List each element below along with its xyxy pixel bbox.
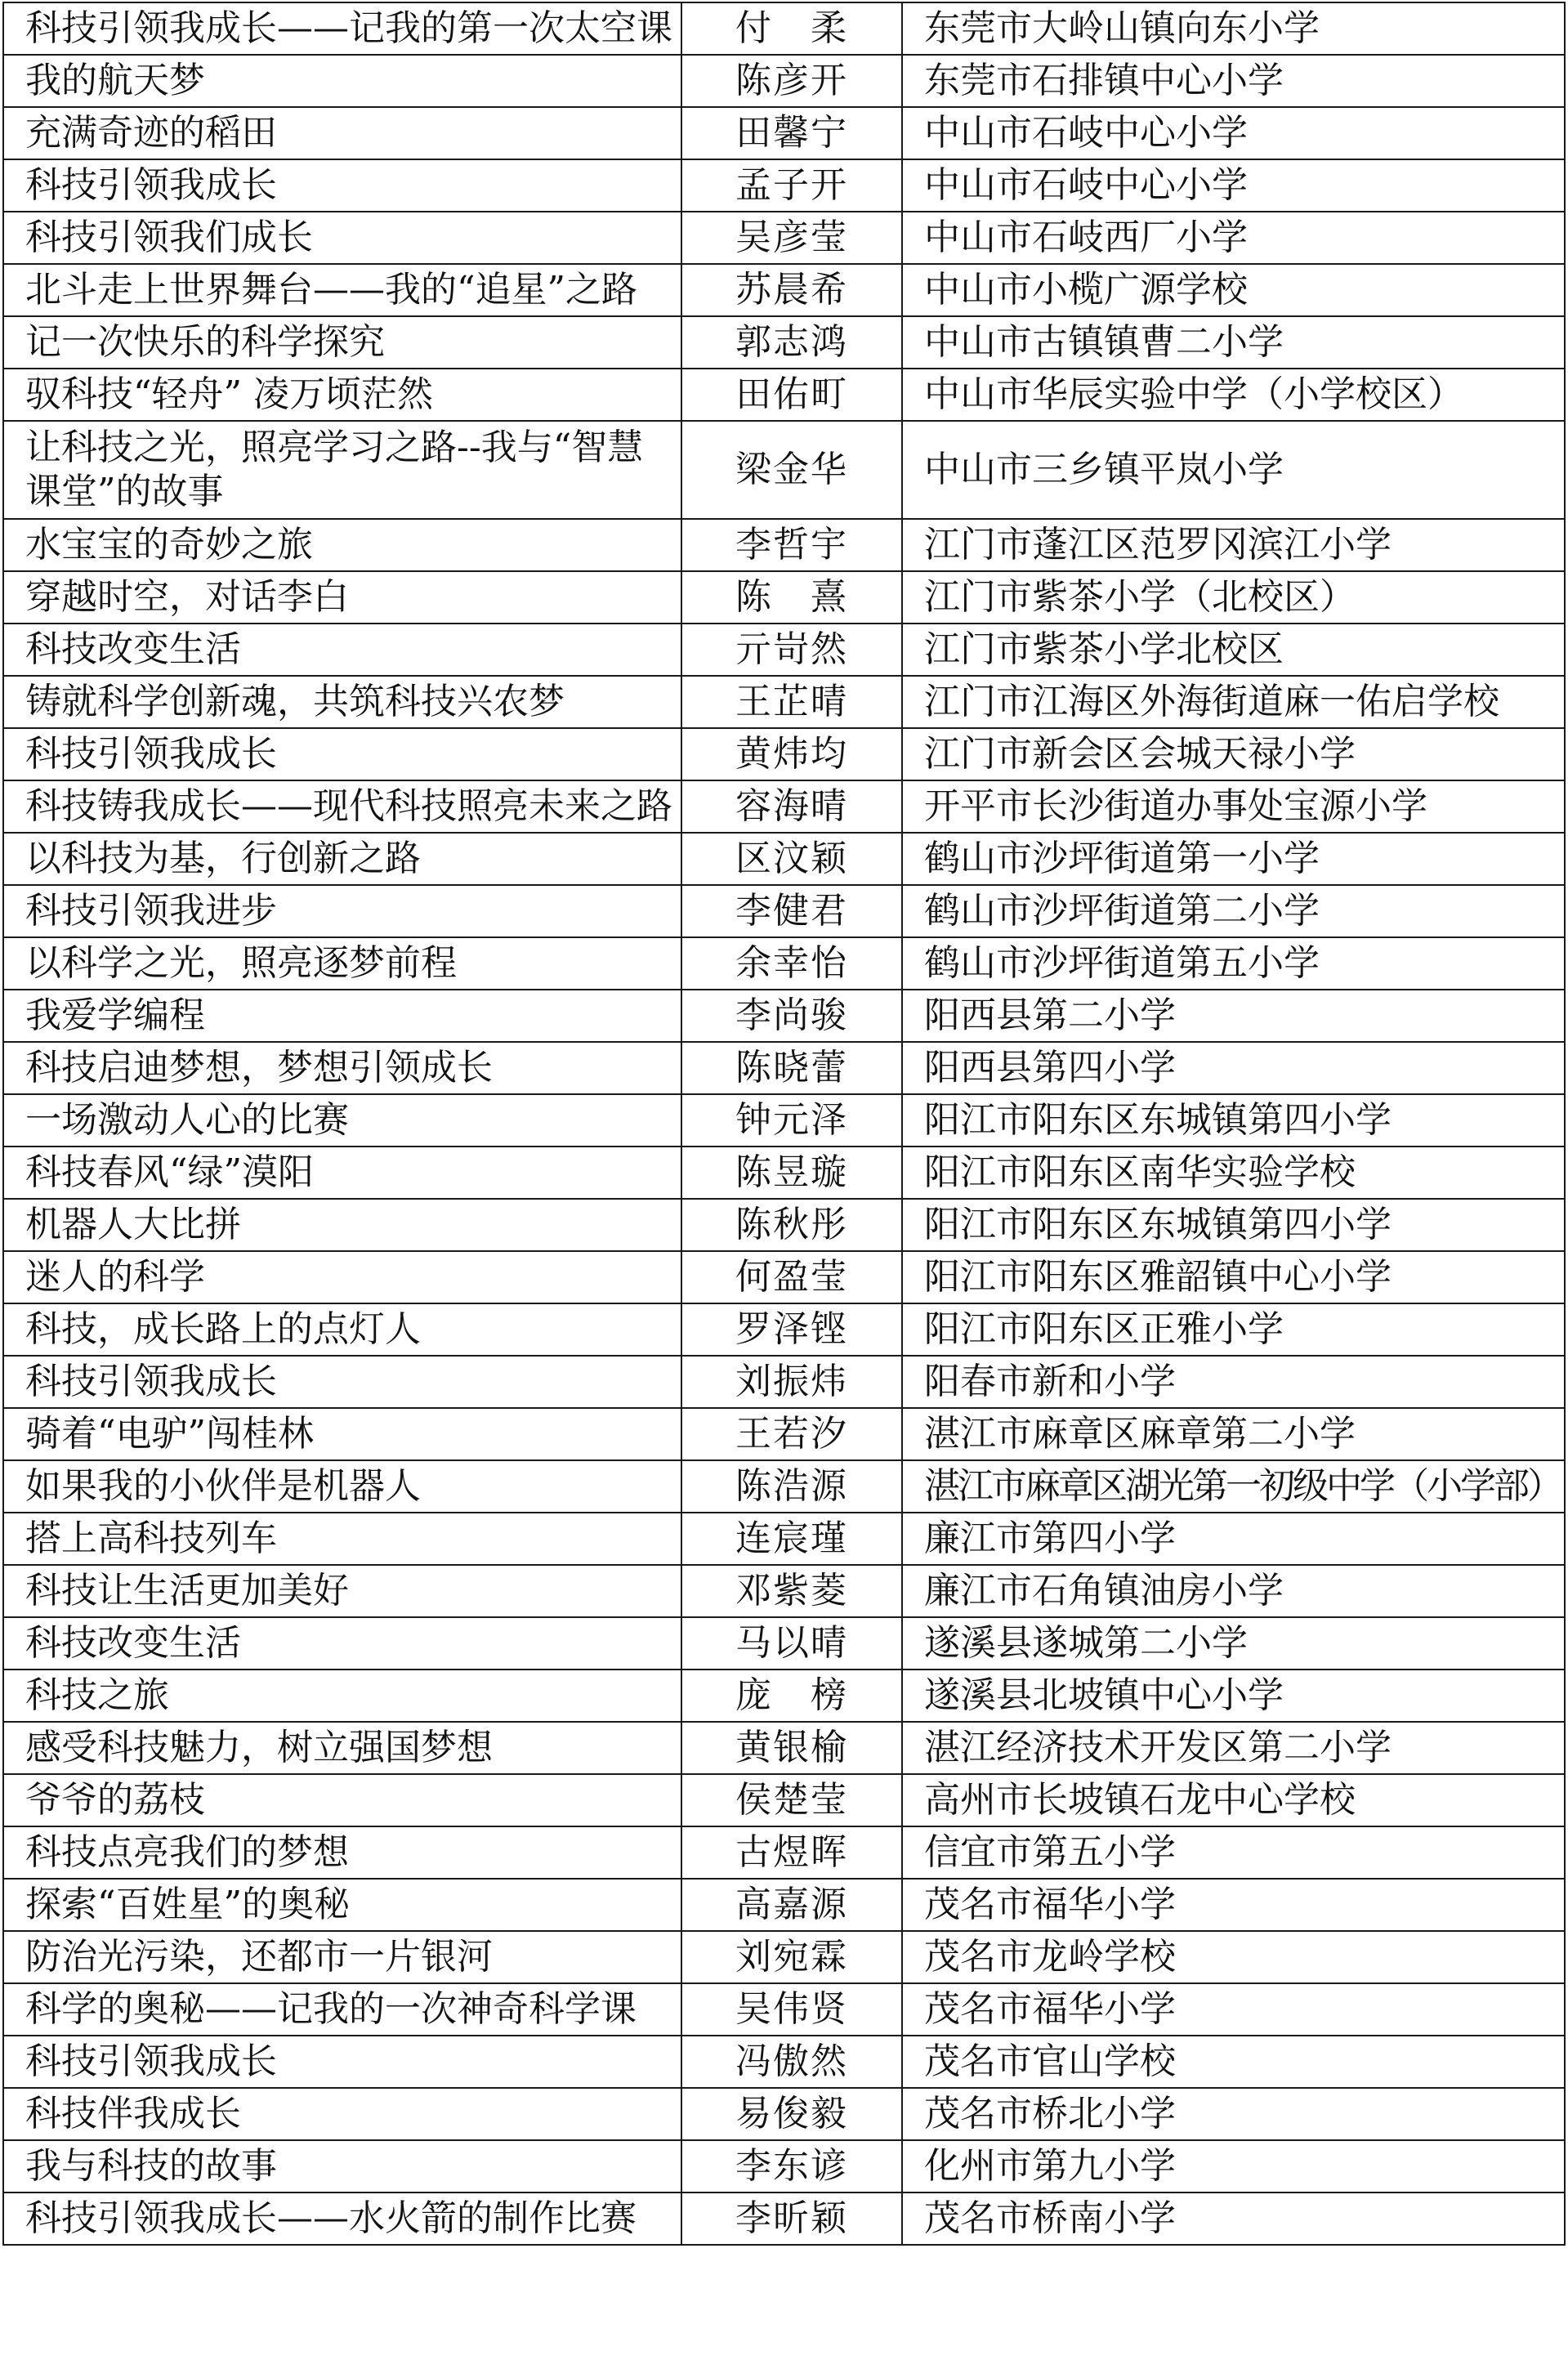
school-name-cell: 中山市小榄广源学校 xyxy=(902,264,1565,316)
school-name-cell: 鹤山市沙坪街道第二小学 xyxy=(902,885,1565,937)
essay-title-cell: 科技铸我成长——现代科技照亮未来之路 xyxy=(3,780,681,833)
author-name-cell: 侯楚莹 xyxy=(681,1774,902,1826)
table-row xyxy=(3,1356,1565,1408)
school-name-cell: 茂名市福华小学 xyxy=(902,1879,1565,1931)
table-row xyxy=(3,1408,1565,1460)
author-name-cell: 冯傲然 xyxy=(681,2036,902,2088)
table-row xyxy=(3,780,1565,833)
school-name-cell: 阳西县第四小学 xyxy=(902,1042,1565,1094)
table-row xyxy=(3,1513,1565,1565)
essay-title-cell: 搭上高科技列车 xyxy=(3,1513,681,1565)
table-row xyxy=(3,421,1565,519)
award-list-table xyxy=(2,2,1566,2246)
school-name-cell: 信宜市第五小学 xyxy=(902,1826,1565,1879)
table-row xyxy=(3,1147,1565,1199)
author-name-cell: 刘宛霖 xyxy=(681,1931,902,1983)
author-name-cell: 吴伟贤 xyxy=(681,1983,902,2036)
essay-title-cell: 科技点亮我们的梦想 xyxy=(3,1826,681,1879)
essay-title-cell: 如果我的小伙伴是机器人 xyxy=(3,1460,681,1513)
author-name-cell: 陈昱璇 xyxy=(681,1147,902,1199)
essay-title-cell: 爷爷的荔枝 xyxy=(3,1774,681,1826)
author-name-cell: 亓岢然 xyxy=(681,624,902,676)
school-name-cell: 中山市华辰实验中学（小学校区） xyxy=(902,369,1565,421)
essay-title-cell: 科技引领我成长 xyxy=(3,728,681,780)
school-name-cell: 中山市石岐西厂小学 xyxy=(902,212,1565,264)
award-list-body xyxy=(3,2,1565,2245)
essay-title-cell: 铸就科学创新魂，共筑科技兴农梦 xyxy=(3,676,681,728)
essay-title-cell: 科技改变生活 xyxy=(3,624,681,676)
essay-title-cell: 充满奇迹的稻田 xyxy=(3,107,681,159)
author-name-cell: 李昕颖 xyxy=(681,2192,902,2245)
table-row xyxy=(3,1879,1565,1931)
table-row xyxy=(3,676,1565,728)
table-row xyxy=(3,1774,1565,1826)
essay-title-cell: 感受科技魅力，树立强国梦想 xyxy=(3,1722,681,1774)
school-name-cell: 湛江经济技术开发区第二小学 xyxy=(902,1722,1565,1774)
author-name-cell: 王芷晴 xyxy=(681,676,902,728)
table-row xyxy=(3,1199,1565,1251)
author-name-cell: 区汶颖 xyxy=(681,833,902,885)
table-row xyxy=(3,55,1565,107)
school-name-cell: 阳春市新和小学 xyxy=(902,1356,1565,1408)
table-row xyxy=(3,369,1565,421)
table-row xyxy=(3,571,1565,624)
author-name-cell: 庞 榜 xyxy=(681,1670,902,1722)
essay-title-cell: 我的航天梦 xyxy=(3,55,681,107)
table-row xyxy=(3,833,1565,885)
author-name-cell: 何盈莹 xyxy=(681,1251,902,1303)
school-name-cell: 阳江市阳东区雅韶镇中心小学 xyxy=(902,1251,1565,1303)
author-name-cell: 付 柔 xyxy=(681,2,902,55)
school-name-cell: 阳江市阳东区东城镇第四小学 xyxy=(902,1199,1565,1251)
table-row xyxy=(3,1251,1565,1303)
author-name-cell: 田佑町 xyxy=(681,369,902,421)
school-name-cell: 阳江市阳东区东城镇第四小学 xyxy=(902,1094,1565,1147)
author-name-cell: 刘振炜 xyxy=(681,1356,902,1408)
table-row xyxy=(3,1931,1565,1983)
table-row xyxy=(3,1617,1565,1670)
essay-title-cell: 让科技之光，照亮学习之路--我与“智慧课堂”的故事 xyxy=(3,421,681,519)
table-row xyxy=(3,1826,1565,1879)
school-name-cell: 湛江市麻章区湖光第一初级中学（小学部） xyxy=(902,1460,1565,1513)
table-row xyxy=(3,937,1565,990)
school-name-cell: 茂名市官山学校 xyxy=(902,2036,1565,2088)
essay-title-cell: 科技启迪梦想，梦想引领成长 xyxy=(3,1042,681,1094)
table-row xyxy=(3,159,1565,212)
author-name-cell: 黄银榆 xyxy=(681,1722,902,1774)
table-row xyxy=(3,1460,1565,1513)
essay-title-cell: 探索“百姓星”的奥秘 xyxy=(3,1879,681,1931)
author-name-cell: 余幸怡 xyxy=(681,937,902,990)
author-name-cell: 苏晨希 xyxy=(681,264,902,316)
table-row xyxy=(3,1670,1565,1722)
author-name-cell: 陈彦开 xyxy=(681,55,902,107)
school-name-cell: 江门市新会区会城天禄小学 xyxy=(902,728,1565,780)
school-name-cell: 鹤山市沙坪街道第五小学 xyxy=(902,937,1565,990)
essay-title-cell: 科技引领我成长——记我的第一次太空课 xyxy=(3,2,681,55)
author-name-cell: 梁金华 xyxy=(681,421,902,519)
table-row xyxy=(3,1303,1565,1356)
essay-title-cell: 科技引领我成长 xyxy=(3,1356,681,1408)
author-name-cell: 李健君 xyxy=(681,885,902,937)
essay-title-cell: 科技引领我们成长 xyxy=(3,212,681,264)
school-name-cell: 廉江市石角镇油房小学 xyxy=(902,1565,1565,1617)
author-name-cell: 罗泽铿 xyxy=(681,1303,902,1356)
essay-title-cell: 我爱学编程 xyxy=(3,990,681,1042)
table-row xyxy=(3,728,1565,780)
author-name-cell: 高嘉源 xyxy=(681,1879,902,1931)
school-name-cell: 中山市三乡镇平岚小学 xyxy=(902,421,1565,519)
table-row xyxy=(3,107,1565,159)
school-name-cell: 高州市长坡镇石龙中心学校 xyxy=(902,1774,1565,1826)
table-row xyxy=(3,212,1565,264)
essay-title-cell: 骑着“电驴”闯桂林 xyxy=(3,1408,681,1460)
essay-title-cell: 科技引领我成长——水火箭的制作比赛 xyxy=(3,2192,681,2245)
author-name-cell: 吴彦莹 xyxy=(681,212,902,264)
essay-title-cell: 驭科技“轻舟” 凌万顷茫然 xyxy=(3,369,681,421)
school-name-cell: 鹤山市沙坪街道第一小学 xyxy=(902,833,1565,885)
author-name-cell: 孟子开 xyxy=(681,159,902,212)
essay-title-cell: 机器人大比拼 xyxy=(3,1199,681,1251)
school-name-cell: 阳西县第二小学 xyxy=(902,990,1565,1042)
table-row xyxy=(3,316,1565,369)
table-row xyxy=(3,885,1565,937)
essay-title-cell: 科技之旅 xyxy=(3,1670,681,1722)
school-name-cell: 阳江市阳东区正雅小学 xyxy=(902,1303,1565,1356)
author-name-cell: 陈秋彤 xyxy=(681,1199,902,1251)
table-row xyxy=(3,2036,1565,2088)
author-name-cell: 李东谚 xyxy=(681,2140,902,2192)
essay-title-cell: 迷人的科学 xyxy=(3,1251,681,1303)
school-name-cell: 江门市紫茶小学北校区 xyxy=(902,624,1565,676)
school-name-cell: 茂名市龙岭学校 xyxy=(902,1931,1565,1983)
school-name-cell: 湛江市麻章区麻章第二小学 xyxy=(902,1408,1565,1460)
table-row xyxy=(3,2140,1565,2192)
school-name-cell: 开平市长沙街道办事处宝源小学 xyxy=(902,780,1565,833)
author-name-cell: 连宸瑾 xyxy=(681,1513,902,1565)
table-row xyxy=(3,1722,1565,1774)
essay-title-cell: 科技引领我成长 xyxy=(3,2036,681,2088)
school-name-cell: 东莞市石排镇中心小学 xyxy=(902,55,1565,107)
essay-title-cell: 防治光污染，还都市一片银河 xyxy=(3,1931,681,1983)
table-row xyxy=(3,624,1565,676)
essay-title-cell: 我与科技的故事 xyxy=(3,2140,681,2192)
author-name-cell: 李尚骏 xyxy=(681,990,902,1042)
school-name-cell: 江门市江海区外海街道麻一佑启学校 xyxy=(902,676,1565,728)
author-name-cell: 钟元泽 xyxy=(681,1094,902,1147)
essay-title-cell: 科技让生活更加美好 xyxy=(3,1565,681,1617)
essay-title-cell: 以科技为基，行创新之路 xyxy=(3,833,681,885)
author-name-cell: 王若汐 xyxy=(681,1408,902,1460)
school-name-cell: 东莞市大岭山镇向东小学 xyxy=(902,2,1565,55)
essay-title-cell: 以科学之光，照亮逐梦前程 xyxy=(3,937,681,990)
author-name-cell: 容海晴 xyxy=(681,780,902,833)
author-name-cell: 易俊毅 xyxy=(681,2088,902,2140)
essay-title-cell: 北斗走上世界舞台——我的“追星”之路 xyxy=(3,264,681,316)
author-name-cell: 李哲宇 xyxy=(681,519,902,571)
school-name-cell: 茂名市桥南小学 xyxy=(902,2192,1565,2245)
school-name-cell: 化州市第九小学 xyxy=(902,2140,1565,2192)
school-name-cell: 江门市蓬江区范罗冈滨江小学 xyxy=(902,519,1565,571)
essay-title-cell: 科技伴我成长 xyxy=(3,2088,681,2140)
author-name-cell: 田馨宁 xyxy=(681,107,902,159)
table-row xyxy=(3,1042,1565,1094)
school-name-cell: 茂名市福华小学 xyxy=(902,1983,1565,2036)
school-name-cell: 中山市古镇镇曹二小学 xyxy=(902,316,1565,369)
table-row xyxy=(3,1983,1565,2036)
essay-title-cell: 科技，成长路上的点灯人 xyxy=(3,1303,681,1356)
school-name-cell: 中山市石岐中心小学 xyxy=(902,107,1565,159)
table-row xyxy=(3,2,1565,55)
author-name-cell: 陈 熹 xyxy=(681,571,902,624)
essay-title-cell: 穿越时空，对话李白 xyxy=(3,571,681,624)
school-name-cell: 江门市紫茶小学（北校区） xyxy=(902,571,1565,624)
table-row xyxy=(3,264,1565,316)
essay-title-cell: 科技引领我进步 xyxy=(3,885,681,937)
table-row xyxy=(3,990,1565,1042)
essay-title-cell: 水宝宝的奇妙之旅 xyxy=(3,519,681,571)
author-name-cell: 陈浩源 xyxy=(681,1460,902,1513)
table-row xyxy=(3,2088,1565,2140)
table-row xyxy=(3,2192,1565,2245)
author-name-cell: 黄炜均 xyxy=(681,728,902,780)
essay-title-cell: 科技引领我成长 xyxy=(3,159,681,212)
school-name-cell: 中山市石岐中心小学 xyxy=(902,159,1565,212)
essay-title-cell: 科技改变生活 xyxy=(3,1617,681,1670)
table-row xyxy=(3,1094,1565,1147)
author-name-cell: 马以晴 xyxy=(681,1617,902,1670)
essay-title-cell: 记一次快乐的科学探究 xyxy=(3,316,681,369)
school-name-cell: 廉江市第四小学 xyxy=(902,1513,1565,1565)
essay-title-cell: 一场激动人心的比赛 xyxy=(3,1094,681,1147)
school-name-cell: 茂名市桥北小学 xyxy=(902,2088,1565,2140)
school-name-cell: 遂溪县北坡镇中心小学 xyxy=(902,1670,1565,1722)
essay-title-cell: 科技春风“绿”漠阳 xyxy=(3,1147,681,1199)
essay-title-cell: 科学的奥秘——记我的一次神奇科学课 xyxy=(3,1983,681,2036)
table-row xyxy=(3,519,1565,571)
author-name-cell: 邓紫菱 xyxy=(681,1565,902,1617)
author-name-cell: 古煜晖 xyxy=(681,1826,902,1879)
author-name-cell: 郭志鸿 xyxy=(681,316,902,369)
school-name-cell: 遂溪县遂城第二小学 xyxy=(902,1617,1565,1670)
table-row xyxy=(3,1565,1565,1617)
school-name-cell: 阳江市阳东区南华实验学校 xyxy=(902,1147,1565,1199)
author-name-cell: 陈晓蕾 xyxy=(681,1042,902,1094)
